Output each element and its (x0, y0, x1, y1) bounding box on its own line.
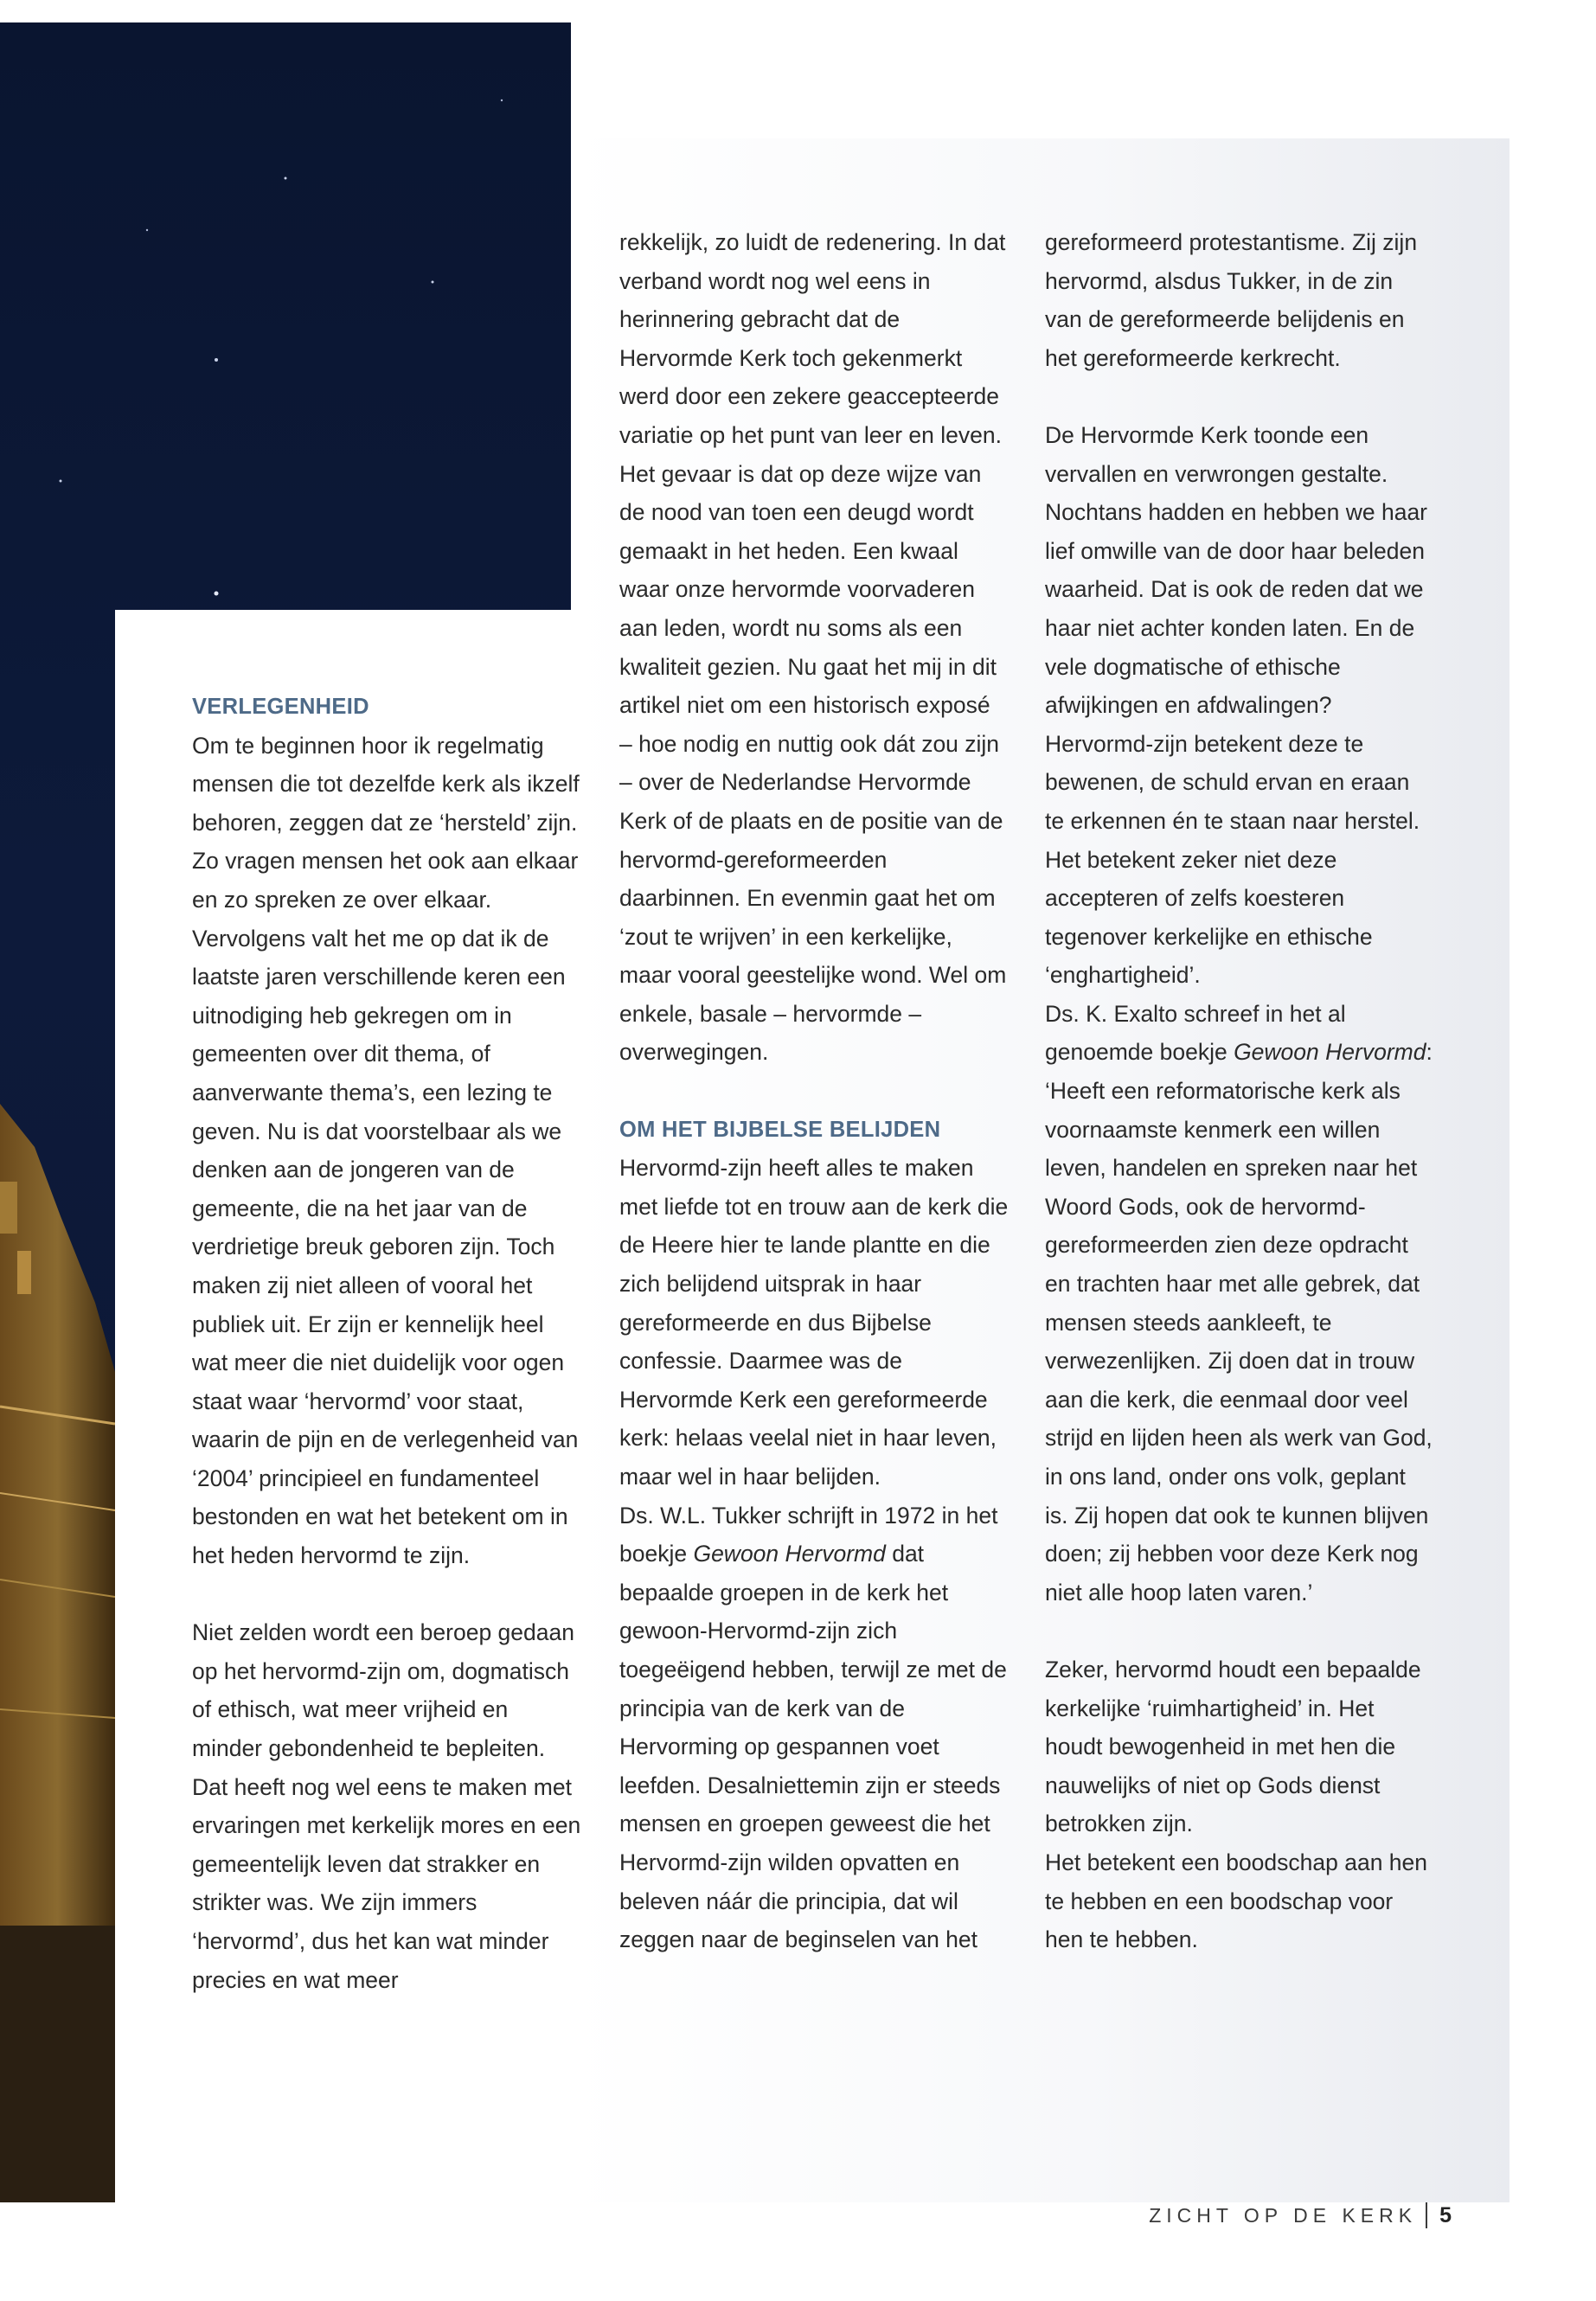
page-number: 5 (1439, 2202, 1452, 2227)
paragraph (1045, 995, 1434, 1612)
section-block (1045, 416, 1434, 1612)
text-run: Ds. K. Exalto schreef in het al genoemde boekje (1045, 1000, 1346, 1066)
book-title: Gewoon Hervormd (693, 1541, 886, 1567)
paragraph: rekkelijk, zo luidt de redenering. In dat verband wordt nog wel eens in herinnering gebracht dat de Hervormde Kerk toch gekenmerkt werd door een zekere geaccepteerde variatie op het punt van leer en leven. Het gevaar is dat op deze wijze van de nood van toen een deugd wordt gemaakt in het heden. Een kwaal waar onze hervormde voorvaderen aan leden, wordt nu soms als een kwaliteit gezien. Nu gaat het mij in dit artikel niet om een historisch exposé – hoe nodig en nuttig ook dát zou zijn – over de Nederlandse Hervormde Kerk of de plaats en de positie van de hervormd-gereformeerden daarbinnen. En evenmin gaat het om ‘zout te wrijven’ in een kerkelijke, maar vooral geestelijke wond. Wel om enkele, basale – hervormde – overwegingen. (619, 229, 1007, 1066)
page-footer (1149, 2202, 1452, 2228)
paragraph: De Hervormde Kerk toonde een vervallen en verwrongen gestalte. Nochtans hadden en hebben we haar lief omwille van de door haar beleden waarheid. Dat is ook de reden dat we haar niet achter konden laten. En de vele dogmatische of ethische afwijkingen en afdwalingen? Hervormd-zijn betekent deze te bewenen, de schuld ervan en eraan te erkennen én te staan naar herstel. Het betekent zeker niet deze accepteren of zelfs koesteren tegenover kerkelijke en ethische ‘enghartigheid’. (1045, 421, 1428, 989)
magazine-title: ZICHT OP DE KERK (1149, 2203, 1418, 2227)
article-column-2 (619, 223, 1009, 1959)
footer-divider (1426, 2202, 1427, 2228)
book-title: Gewoon Hervormd (1234, 1039, 1426, 1066)
paragraph: Om te beginnen hoor ik regelmatig mensen die tot dezelfde kerk als ikzelf behoren, zeggen dat ze ‘hersteld’ zijn. Zo vragen mensen het ook aan elkaar en zo spreken ze over elkaar. Vervolgens valt het me op dat ik de laatste jaren verschillende keren een uitnodiging heb gekregen om in gemeenten over dit thema, of aanverwante thema’s, een lezing te geven. Nu is dat voorstelbaar als we denken aan de jongeren van de gemeente, die na het jaar van de verdrietige breuk geboren zijn. Toch maken zij niet alleen of vooral het publiek uit. Er zijn er kennelijk heel wat meer die niet duidelijk voor ogen staat waar ‘hervormd’ voor staat, waarin de pijn en de verlegenheid van ‘2004’ principieel en fundamenteel bestonden en wat het betekent om in het heden hervormd te zijn. (192, 732, 580, 1569)
paragraph (619, 1497, 1009, 1959)
paragraph: gereformeerd protestantisme. Zij zijn hervormd, alsdus Tukker, in de zin van de gereformeerde belijdenis en het gereformeerde kerkrecht. (1045, 229, 1418, 371)
text-run: Ds. W.L. Tukker schrijft in 1972 in het boekje (619, 1502, 998, 1567)
article-column-1 (192, 688, 581, 1999)
text-run: dat bepaalde groepen in de kerk het gewoon-Hervormd-zijn zich toegeëigend hebben, terwijl ze met de principia van de kerk van de Hervorming op gespannen voet leefden. Desalniettemin zijn er steeds mensen en groepen geweest die het Hervormd-zijn wilden opvatten en beleven náár die principia, dat wil zeggen naar de beginselen van het (619, 1541, 1007, 1953)
section-heading-bijbelse-belijden: OM HET BIJBELSE BELIJDEN (619, 1117, 941, 1142)
section-heading-verlegenheid: VERLEGENHEID (192, 695, 369, 719)
paragraph: Zeker, hervormd houdt een bepaalde kerkelijke ‘ruimhartigheid’ in. Het houdt bewogenheid in met hen die nauwelijks of niet op Gods dienst betrokken zijn. (1045, 1656, 1421, 1837)
text-run: : ‘Heeft een reformatorische kerk als voornaamste kenmerk een willen leven, handelen en spreken naar het Woord Gods, ook de hervormd-gereformeerden zien deze opdracht en trachten haar met alle gebrek, dat mensen steeds aankleeft, te verwezenlijken. Zij doen dat in trouw aan die kerk, die eenmaal door veel strijd en lijden heen als werk van God, in ons land, onder ons volk, geplant is. Zij hopen dat ook te kunnen blijven doen; zij hebben voor deze Kerk nog niet alle hoop laten varen.’ (1045, 1039, 1433, 1606)
section-block (619, 1111, 1009, 1959)
paragraph: Niet zelden wordt een beroep gedaan op het hervormd-zijn om, dogmatisch of ethisch, wat meer vrijheid en minder gebondenheid te bepleiten. Dat heeft nog wel eens te maken met ervaringen met kerkelijk mores en een gemeentelijk leven dat strakker en strikter was. We zijn immers ‘hervormd’, dus het kan wat minder precies en wat meer (192, 1619, 581, 1993)
paragraph: Hervormd-zijn heeft alles te maken met liefde tot en trouw aan de kerk die de Heere hier te lande plantte en die zich belijdend uitsprak in haar gereformeerde en dus Bijbelse confessie. Daarmee was de Hervormde Kerk een gereformeerde kerk: helaas veelal niet in haar leven, maar wel in haar belijden. (619, 1155, 1009, 1490)
paragraph: Het betekent een boodschap aan hen te hebben en een boodschap voor hen te hebben. (1045, 1849, 1428, 1953)
article-column-3 (1045, 223, 1434, 1959)
